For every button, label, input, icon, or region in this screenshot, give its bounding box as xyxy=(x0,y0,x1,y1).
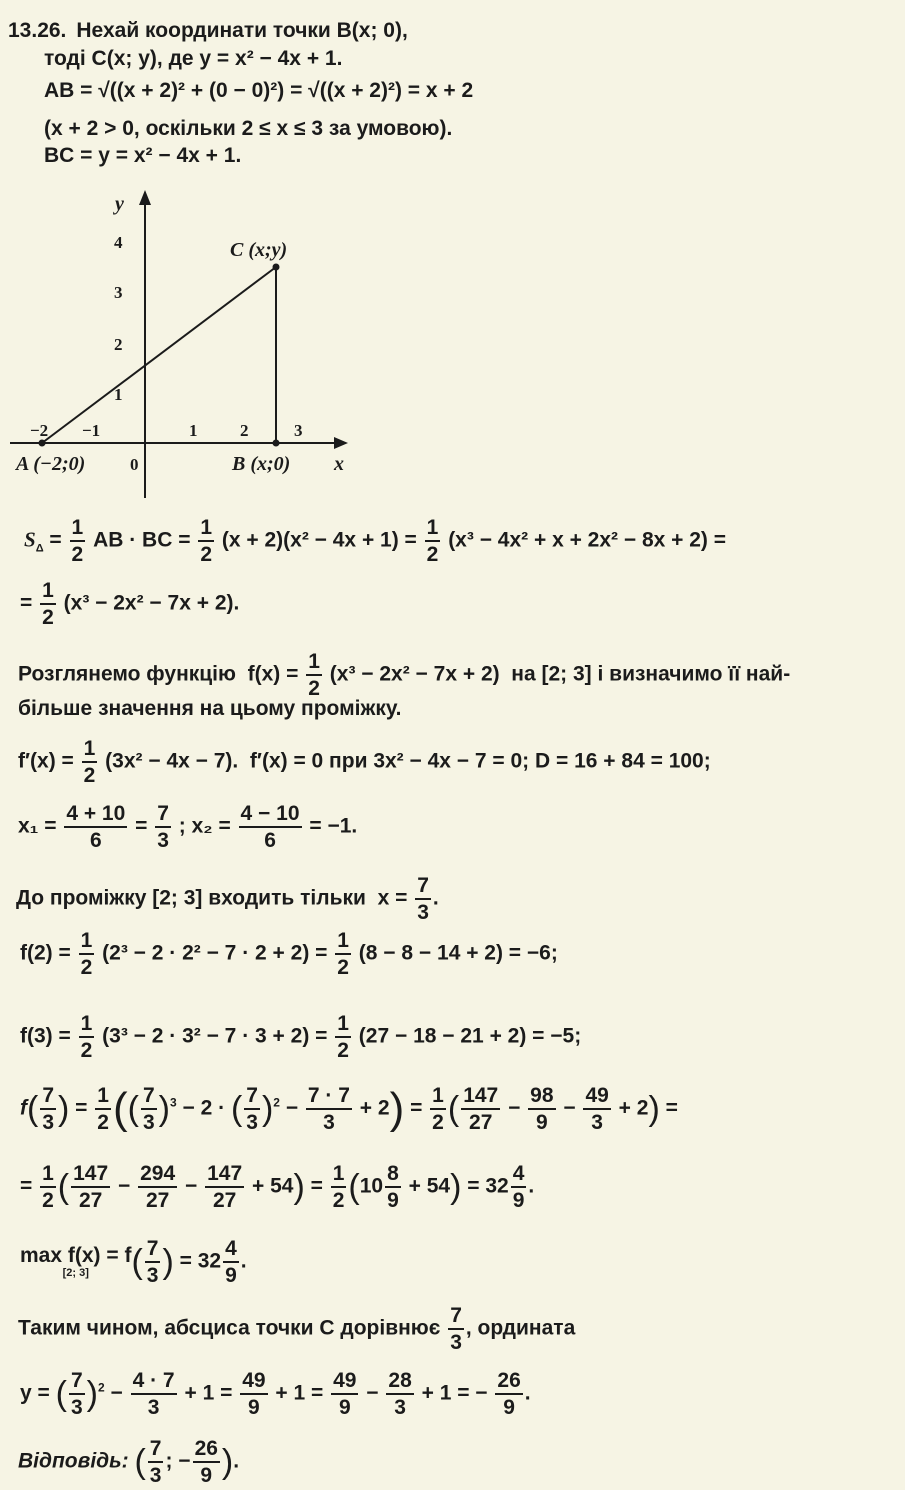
segment-ac xyxy=(42,267,276,443)
consider-text-b: f(x) = xyxy=(247,662,299,686)
f3-line xyxy=(20,1013,581,1061)
y-axis-label: y xyxy=(115,193,124,215)
half-fraction-9: $\frac{1}{2}$ xyxy=(80,1012,93,1062)
deriv-text-a: f′(x) = xyxy=(18,749,74,773)
point-b-dot xyxy=(273,440,280,447)
point-a-label: A (−2;0) xyxy=(16,453,86,475)
consider-text-d: на [2; 3] і визначимо її най- xyxy=(511,662,791,686)
area-part-4: (x³ − 2x² − 7x + 2). xyxy=(63,591,240,615)
f3-result: (27 − 18 − 21 + 2) = −5; xyxy=(358,1024,582,1048)
interval-line: До проміжку [2; 3] входить тільки x = $\frac{7}{3}$ . xyxy=(16,874,439,924)
x1-label: x₁ = xyxy=(18,814,57,838)
interval-x: x = xyxy=(377,886,408,910)
x-tick-3: 3 xyxy=(294,421,303,440)
half-fraction-6: $\frac{1}{2}$ xyxy=(83,737,96,787)
f73-minus2: − 2 · xyxy=(182,1096,226,1120)
half-fraction-7: $\frac{1}{2}$ xyxy=(80,929,93,979)
max-line: max f(x) = f [2; 3] ( $\frac{7}{3}$ ) = 32 $\frac{4}{9}$ . xyxy=(20,1237,247,1287)
f73-label: f xyxy=(20,1096,27,1120)
half-fraction-8: $\frac{1}{2}$ xyxy=(337,929,349,979)
f3-expr: (3³ − 2 · 3² − 7 · 3 + 2) = xyxy=(102,1024,328,1048)
f3-label: f(3) = xyxy=(20,1024,71,1048)
y-tick-4: 4 xyxy=(114,233,123,252)
f2-expr: (2³ − 2 · 2² − 7 · 2 + 2) = xyxy=(102,941,328,965)
deriv-text-c: f′(x) = 0 при 3x² − 4x − 7 = 0; D = 16 + 84 = 100; xyxy=(249,749,711,773)
conclusion-text: Таким чином, абсциса точки C дорівнює xyxy=(18,1316,441,1340)
result-32: 32 xyxy=(485,1174,509,1198)
x-axis-label: x xyxy=(334,453,344,475)
problem-number: 13.26. xyxy=(8,19,67,42)
y-label: y = xyxy=(20,1381,50,1405)
max-result-32: 32 xyxy=(197,1249,222,1273)
half-fraction-3: $\frac{1}{2}$ xyxy=(426,516,439,566)
statement-line-2: тоді C(x; y), де y = x² − 4x + 1. xyxy=(44,47,343,70)
plus54-a: + 54 xyxy=(251,1174,294,1198)
f2-label: f(2) = xyxy=(20,941,71,965)
ten: 10 xyxy=(359,1174,384,1198)
area-part-2: (x + 2)(x² − 4x + 1) = xyxy=(221,528,417,552)
area-part-1: AB · BC = xyxy=(93,528,191,552)
statement-line-1 xyxy=(8,20,408,41)
area-subscript: Δ xyxy=(35,542,44,555)
f73-plus2: + 2 xyxy=(359,1096,390,1120)
x2-label: ; x₂ = xyxy=(178,814,231,838)
x2-result: = −1. xyxy=(309,814,358,838)
max-interval: [2; 3] xyxy=(62,1267,89,1279)
area-line-1: $S_\Delta$ = $\frac{1}{2}$ AB · BC = $\frac{1}{2}$ (x + 2)(x² − 4x + 1) = $\frac{1}{2}$ (x³ − 4x² + x + 2x² − 8x + 2) = xyxy=(24,516,727,566)
consider-text-a: Розглянемо функцію xyxy=(18,662,236,686)
consider-text-c: (x³ − 2x² − 7x + 2) xyxy=(329,662,500,686)
max-label: max f(x) = f xyxy=(20,1244,132,1267)
y-tick-3: 3 xyxy=(114,283,123,302)
x-tick-neg2: −2 xyxy=(30,421,49,440)
x2-fraction: $\frac{4 - 10}{6}$ xyxy=(240,802,300,852)
point-c-label: C (x;y) xyxy=(230,239,288,261)
point-c-dot xyxy=(273,264,280,271)
f2-line xyxy=(20,930,558,978)
conclusion-text-2: , ордината xyxy=(465,1316,576,1340)
f73-line-2: = $\frac{1}{2}$ ( $\frac{147}{27}$ − $\frac{294}{27}$ − $\frac{147}{27}$ + 54) = $\frac{1}{2}$ (10 $\frac{8}{9}$ + 54) = 32 $\frac{4}{9}$ . xyxy=(20,1162,535,1212)
interval-text: До проміжку [2; 3] входить тільки xyxy=(16,886,366,910)
consider-line-1 xyxy=(18,651,790,699)
x1-fraction: $\frac{4 + 10}{6}$ xyxy=(66,802,126,852)
consider-line-2: більше значення на цьому проміжку. xyxy=(18,697,402,720)
y-tick-2: 2 xyxy=(114,335,123,354)
area-part-3: (x³ − 4x² + x + 2x² − 8x + 2) = xyxy=(448,528,727,552)
x-tick-1: 1 xyxy=(189,421,198,440)
area-symbol: S xyxy=(24,527,36,552)
triangle-graph xyxy=(0,180,380,500)
answer-line: Відповідь: ( $\frac{7}{3}$ ; − $\frac{26}{9}$ ). xyxy=(18,1437,240,1487)
statement-line-3: AB = √((x + 2)² + (0 − 0)²) = √((x + 2)²) = x + 2 xyxy=(44,79,474,102)
point-a-dot xyxy=(39,440,46,447)
f2-result: (8 − 8 − 14 + 2) = −6; xyxy=(358,941,558,965)
x1-result-fraction: $\frac{7}{3}$ xyxy=(157,802,169,852)
f73-line-1: f( $\frac{7}{3}$ ) = $\frac{1}{2}$ (( $\frac{7}{3}$ )$^3$ − 2 · ( $\frac{7}{3}$ )$^2$ − $\frac{7 \cdot 7}{3}$ + 2) = $\frac{1}{2}$ ( $\frac{147}{27}$ − $\frac{98}{9}$ − $\frac{49}{3}$ + 2) = xyxy=(20,1084,678,1134)
interval-fraction: $\frac{7}{3}$ xyxy=(417,874,429,924)
plus54-b: + 54 xyxy=(408,1174,451,1198)
y-axis-arrow xyxy=(139,190,151,205)
x-tick-2: 2 xyxy=(240,421,249,440)
y-tick-1: 1 xyxy=(114,385,123,404)
half-fraction-4: $\frac{1}{2}$ xyxy=(42,579,54,629)
point-b-label: B (x;0) xyxy=(232,453,291,475)
statement-text-1: Нехай координати точки B(x; 0), xyxy=(76,19,408,42)
deriv-text-b: (3x² − 4x − 7). xyxy=(105,749,239,773)
x-axis-arrow xyxy=(334,437,348,449)
derivative-line xyxy=(18,738,711,786)
y-line: y = ( $\frac{7}{3}$ )$^2$ − $\frac{4 \cdot 7}{3}$ + 1 = $\frac{49}{9}$ + 1 = $\frac{49}{9}$ − $\frac{28}{3}$ + 1 = − $\frac{26}{9}$ . xyxy=(20,1369,531,1419)
statement-line-4: (x + 2 > 0, оскільки 2 ≤ x ≤ 3 за умовою). xyxy=(44,117,453,140)
y-plus1: + 1 = xyxy=(184,1381,233,1405)
half-fraction-5: $\frac{1}{2}$ xyxy=(308,650,320,700)
half-fraction-1: $\frac{1}{2}$ xyxy=(71,516,84,566)
half-fraction-10: $\frac{1}{2}$ xyxy=(337,1012,349,1062)
statement-line-5: BC = y = x² − 4x + 1. xyxy=(44,144,242,167)
roots-line: x₁ = $\frac{4 + 10}{6}$ = $\frac{7}{3}$ ; x₂ = $\frac{4 - 10}{6}$ = −1. xyxy=(18,802,358,852)
conclusion-line: Таким чином, абсциса точки C дорівнює $\frac{7}{3}$ , ордината xyxy=(18,1304,576,1354)
x-tick-neg1: −1 xyxy=(82,421,101,440)
answer-label: Відповідь: xyxy=(18,1449,129,1473)
origin-label: 0 xyxy=(130,455,139,474)
half-fraction-2: $\frac{1}{2}$ xyxy=(200,516,213,566)
area-line-2: = $\frac{1}{2}$ (x³ − 2x² − 7x + 2). xyxy=(20,579,240,629)
